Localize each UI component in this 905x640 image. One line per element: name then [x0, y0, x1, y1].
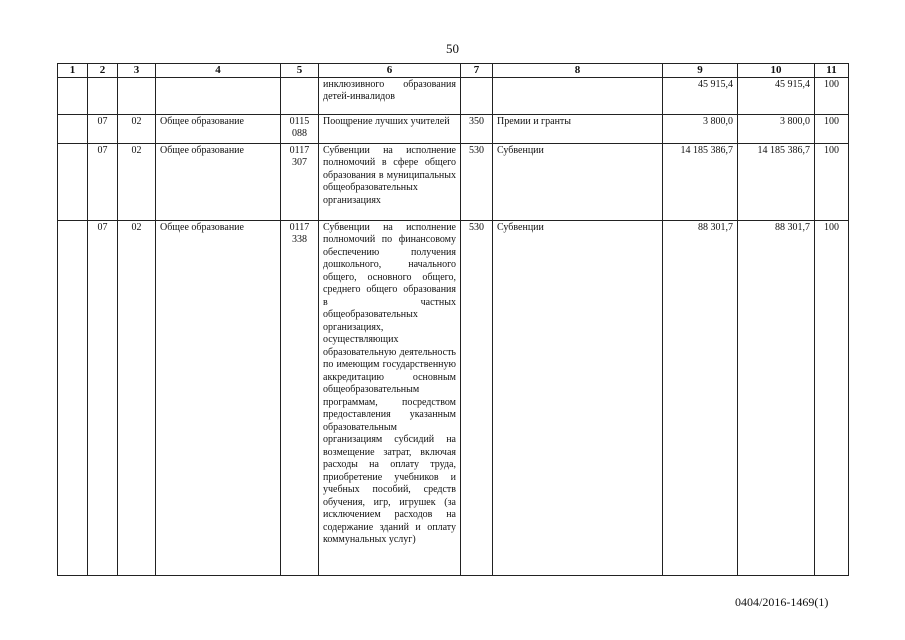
- cell-expense-code: [461, 77, 493, 114]
- cell-expense-type: Премии и гранты: [493, 114, 663, 143]
- cell-percent: 100: [815, 77, 849, 114]
- cell-amount-fact: 3 800,0: [738, 114, 815, 143]
- cell-target-code: 0117 307: [281, 143, 319, 220]
- cell-name: Общее образование: [156, 220, 281, 575]
- col-header-7: 7: [461, 64, 493, 78]
- cell-expense-code: 530: [461, 143, 493, 220]
- col-header-1: 1: [58, 64, 88, 78]
- cell-amount-plan: 88 301,7: [663, 220, 738, 575]
- cell-amount-plan: 3 800,0: [663, 114, 738, 143]
- cell-num: [58, 114, 88, 143]
- col-header-2: 2: [88, 64, 118, 78]
- cell-num: [58, 143, 88, 220]
- cell-amount-plan: 45 915,4: [663, 77, 738, 114]
- cell-description: Субвенции на исполнение полномочий в сфере общего образования в муниципальных общеобразовательных организациях: [319, 143, 461, 220]
- cell-expense-type: [493, 77, 663, 114]
- cell-subsection: 02: [118, 114, 156, 143]
- cell-section: 07: [88, 114, 118, 143]
- col-header-3: 3: [118, 64, 156, 78]
- cell-name: Общее образование: [156, 114, 281, 143]
- col-header-8: 8: [493, 64, 663, 78]
- cell-target-code: [281, 77, 319, 114]
- table-row: [58, 143, 849, 220]
- cell-subsection: 02: [118, 220, 156, 575]
- table-row: [58, 77, 849, 114]
- cell-expense-type: Субвенции: [493, 220, 663, 575]
- cell-amount-fact: 88 301,7: [738, 220, 815, 575]
- col-header-11: 11: [815, 64, 849, 78]
- cell-percent: 100: [815, 220, 849, 575]
- col-header-10: 10: [738, 64, 815, 78]
- cell-num: [58, 77, 88, 114]
- col-header-6: 6: [319, 64, 461, 78]
- cell-amount-plan: 14 185 386,7: [663, 143, 738, 220]
- cell-section: [88, 77, 118, 114]
- table-row: [58, 114, 849, 143]
- table-row: [58, 220, 849, 575]
- header-row: [58, 64, 849, 78]
- cell-name: [156, 77, 281, 114]
- cell-percent: 100: [815, 143, 849, 220]
- cell-name: Общее образование: [156, 143, 281, 220]
- col-header-9: 9: [663, 64, 738, 78]
- budget-table: [57, 63, 849, 576]
- cell-description: инклюзивного образования детей-инвалидов: [319, 77, 461, 114]
- cell-expense-code: 530: [461, 220, 493, 575]
- cell-percent: 100: [815, 114, 849, 143]
- cell-section: 07: [88, 220, 118, 575]
- cell-expense-type: Субвенции: [493, 143, 663, 220]
- col-header-4: 4: [156, 64, 281, 78]
- cell-num: [58, 220, 88, 575]
- cell-target-code: 0115 088: [281, 114, 319, 143]
- cell-expense-code: 350: [461, 114, 493, 143]
- cell-description: Субвенции на исполнение полномочий по финансовому обеспечению получения дошкольного, начального общего, основного общего, среднего общего образования в частных общеобразовательных организациях, осуществляющих образовательную деятельность по имеющим государственную аккредитацию основным общеобразовательным программам, посредством предоставления указанным образовательным организациям субсидий на возмещение затрат, включая расходы на оплату труда, приобретение учебников и учебных пособий, средств обучения, игр, игрушек (за исключением расходов на содержание зданий и оплату коммунальных услуг): [319, 220, 461, 575]
- cell-section: 07: [88, 143, 118, 220]
- cell-amount-fact: 14 185 386,7: [738, 143, 815, 220]
- cell-target-code: 0117 338: [281, 220, 319, 575]
- document-id: 0404/2016-1469(1): [735, 595, 829, 609]
- col-header-5: 5: [281, 64, 319, 78]
- cell-amount-fact: 45 915,4: [738, 77, 815, 114]
- cell-subsection: 02: [118, 143, 156, 220]
- page-number: 50: [446, 41, 459, 56]
- cell-subsection: [118, 77, 156, 114]
- cell-description: Поощрение лучших учителей: [319, 114, 461, 143]
